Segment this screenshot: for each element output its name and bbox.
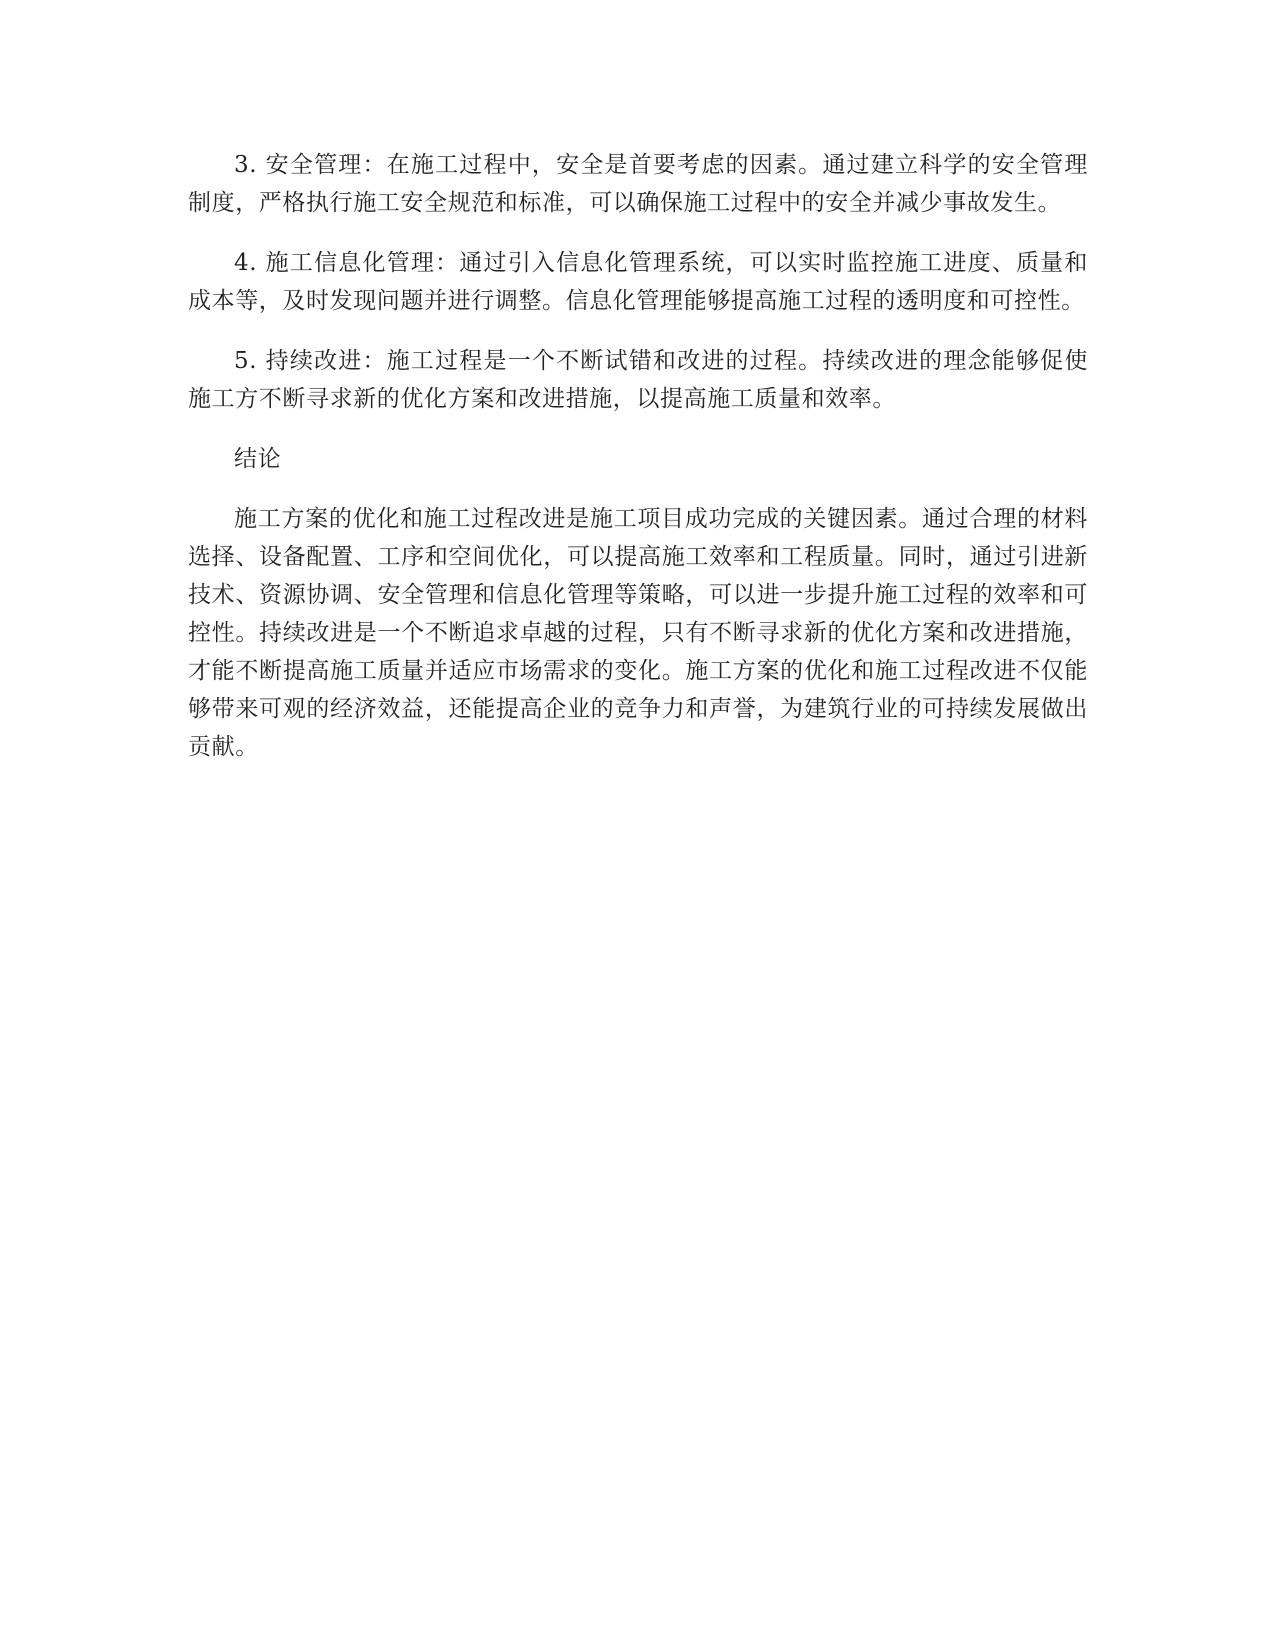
conclusion-heading: 结论 (234, 446, 282, 472)
paragraph-continuous-improvement: 5. 持续改进：施工过程是一个不断试错和改进的过程。持续改进的理念能够促使施工方不断寻求新的优化方案和改进措施，以提高施工质量和效率。 (188, 348, 1088, 412)
paragraph-safety-management: 3. 安全管理：在施工过程中，安全是首要考虑的因素。通过建立科学的安全管理制度，严格执行施工安全规范和标准，可以确保施工过程中的安全并减少事故发生。 (188, 152, 1088, 216)
document-body (188, 146, 1088, 788)
paragraph-information-management: 4. 施工信息化管理：通过引入信息化管理系统，可以实时监控施工进度、质量和成本等，及时发现问题并进行调整。信息化管理能够提高施工过程的透明度和可控性。 (188, 250, 1088, 314)
conclusion-paragraph: 施工方案的优化和施工过程改进是施工项目成功完成的关键因素。通过合理的材料选择、设备配置、工序和空间优化，可以提高施工效率和工程质量。同时，通过引进新技术、资源协调、安全管理和信息化管理等策略，可以进一步提升施工过程的效率和可控性。持续改进是一个不断追求卓越的过程，只有不断寻求新的优化方案和改进措施，才能不断提高施工质量并适应市场需求的变化。施工方案的优化和施工过程改进不仅能够带来可观的经济效益，还能提高企业的竞争力和声誉，为建筑行业的可持续发展做出贡献。 (188, 506, 1088, 760)
